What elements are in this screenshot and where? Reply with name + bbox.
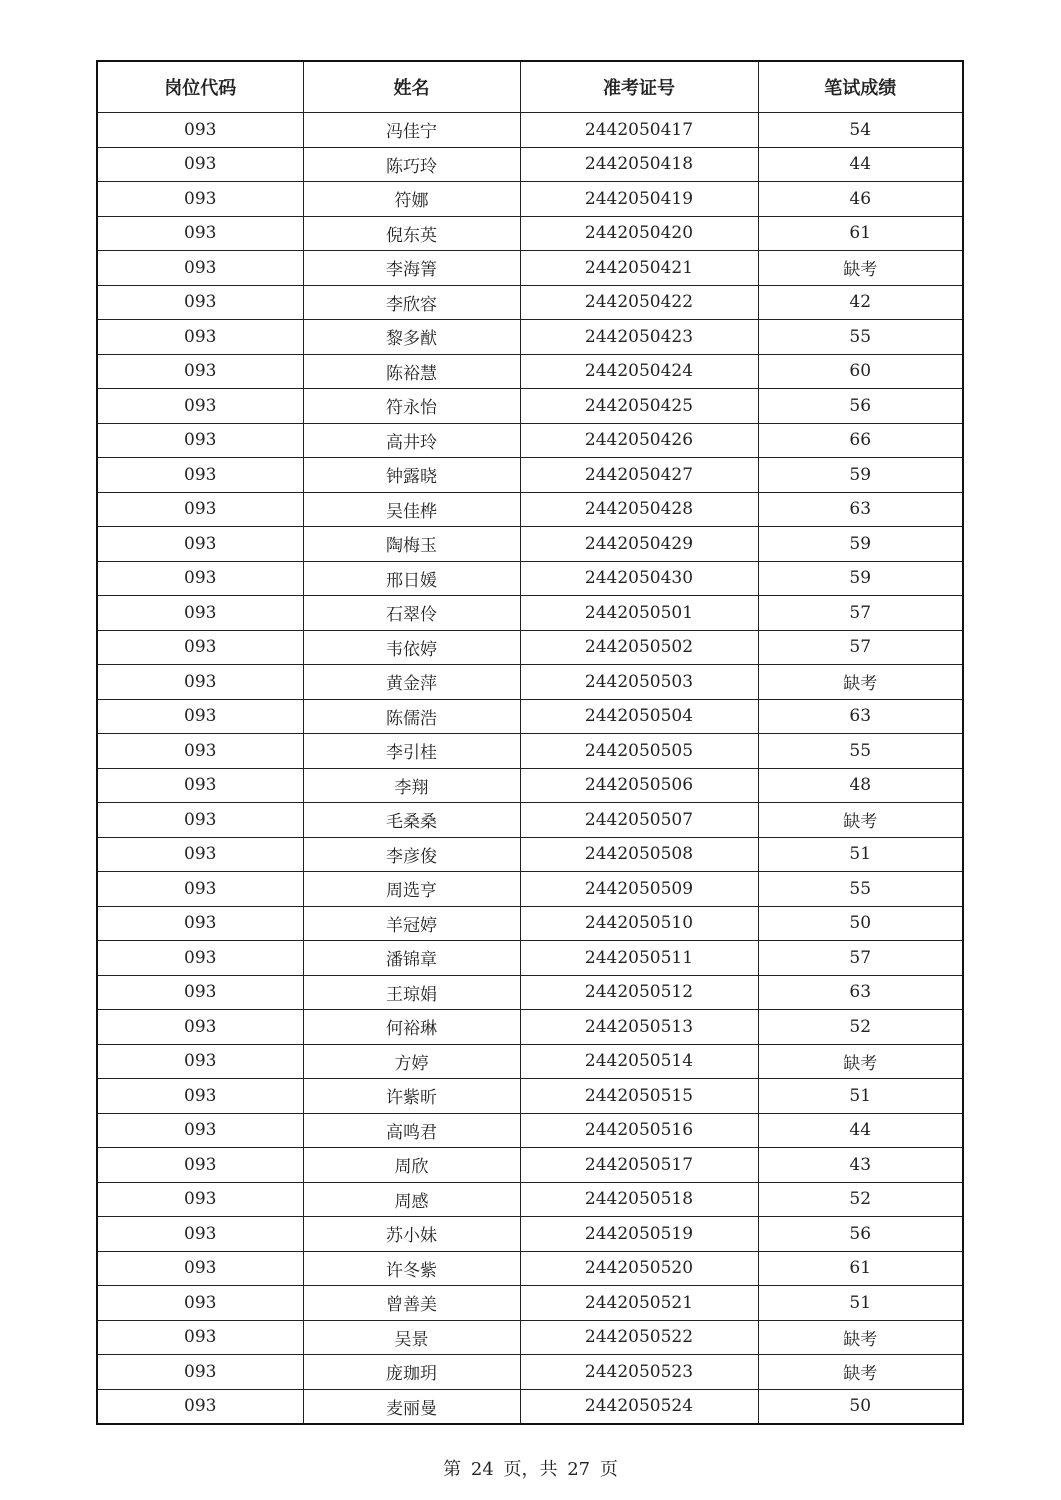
table-row <box>97 803 963 838</box>
cell-position-code: 093 <box>97 458 303 493</box>
cell-written-score: 56 <box>758 1217 963 1252</box>
table-row <box>97 872 963 907</box>
cell-written-score: 63 <box>758 975 963 1010</box>
page-footer: 第 24 页，共 27 页 <box>443 1459 618 1480</box>
cell-name: 许紫昕 <box>303 1079 520 1114</box>
cell-ticket-number: 2442050515 <box>520 1079 758 1114</box>
cell-name: 韦依婷 <box>303 630 520 665</box>
cell-ticket-number: 2442050520 <box>520 1251 758 1286</box>
cell-written-score: 52 <box>758 1010 963 1045</box>
cell-position-code: 093 <box>97 768 303 803</box>
cell-position-code: 093 <box>97 1217 303 1252</box>
cell-written-score: 63 <box>758 492 963 527</box>
cell-position-code: 093 <box>97 734 303 769</box>
table-row <box>97 458 963 493</box>
table-row <box>97 1113 963 1148</box>
table-row <box>97 1320 963 1355</box>
table-header-row <box>97 61 963 113</box>
cell-written-score: 55 <box>758 734 963 769</box>
cell-name: 方婷 <box>303 1044 520 1079</box>
table-row <box>97 1148 963 1183</box>
cell-written-score: 缺考 <box>758 251 963 286</box>
cell-written-score: 51 <box>758 837 963 872</box>
cell-name: 潘锦章 <box>303 941 520 976</box>
cell-ticket-number: 2442050512 <box>520 975 758 1010</box>
cell-written-score: 缺考 <box>758 665 963 700</box>
cell-written-score: 59 <box>758 458 963 493</box>
cell-name: 李海箐 <box>303 251 520 286</box>
cell-ticket-number: 2442050519 <box>520 1217 758 1252</box>
cell-ticket-number: 2442050517 <box>520 1148 758 1183</box>
cell-position-code: 093 <box>97 1010 303 1045</box>
cell-position-code: 093 <box>97 837 303 872</box>
table-row <box>97 354 963 389</box>
cell-position-code: 093 <box>97 1182 303 1217</box>
cell-name: 陈巧玲 <box>303 147 520 182</box>
cell-name: 陈裕慧 <box>303 354 520 389</box>
table-row <box>97 492 963 527</box>
cell-name: 高鸣君 <box>303 1113 520 1148</box>
table-row <box>97 1044 963 1079</box>
cell-position-code: 093 <box>97 665 303 700</box>
cell-position-code: 093 <box>97 1355 303 1390</box>
cell-name: 李翔 <box>303 768 520 803</box>
table-row <box>97 1079 963 1114</box>
score-table <box>96 60 964 1425</box>
cell-written-score: 54 <box>758 113 963 148</box>
cell-written-score: 44 <box>758 147 963 182</box>
cell-ticket-number: 2442050430 <box>520 561 758 596</box>
cell-ticket-number: 2442050508 <box>520 837 758 872</box>
cell-name: 苏小妹 <box>303 1217 520 1252</box>
cell-position-code: 093 <box>97 1251 303 1286</box>
table-row <box>97 975 963 1010</box>
cell-written-score: 61 <box>758 1251 963 1286</box>
cell-written-score: 缺考 <box>758 1044 963 1079</box>
cell-position-code: 093 <box>97 1389 303 1424</box>
cell-name: 李彦俊 <box>303 837 520 872</box>
cell-position-code: 093 <box>97 941 303 976</box>
cell-name: 吴佳桦 <box>303 492 520 527</box>
cell-ticket-number: 2442050511 <box>520 941 758 976</box>
cell-name: 王琼娟 <box>303 975 520 1010</box>
cell-ticket-number: 2442050420 <box>520 216 758 251</box>
cell-name: 石翠伶 <box>303 596 520 631</box>
cell-written-score: 缺考 <box>758 1355 963 1390</box>
cell-ticket-number: 2442050518 <box>520 1182 758 1217</box>
cell-ticket-number: 2442050514 <box>520 1044 758 1079</box>
cell-position-code: 093 <box>97 492 303 527</box>
cell-name: 李欣容 <box>303 285 520 320</box>
cell-ticket-number: 2442050418 <box>520 147 758 182</box>
cell-name: 符永怡 <box>303 389 520 424</box>
cell-position-code: 093 <box>97 285 303 320</box>
cell-position-code: 093 <box>97 182 303 217</box>
table-row <box>97 216 963 251</box>
cell-ticket-number: 2442050421 <box>520 251 758 286</box>
cell-ticket-number: 2442050522 <box>520 1320 758 1355</box>
cell-position-code: 093 <box>97 699 303 734</box>
cell-written-score: 57 <box>758 630 963 665</box>
table-row <box>97 630 963 665</box>
cell-name: 黄金萍 <box>303 665 520 700</box>
cell-written-score: 57 <box>758 941 963 976</box>
cell-position-code: 093 <box>97 113 303 148</box>
table-row <box>97 1182 963 1217</box>
cell-name: 周欣 <box>303 1148 520 1183</box>
table-row <box>97 906 963 941</box>
cell-written-score: 56 <box>758 389 963 424</box>
cell-ticket-number: 2442050502 <box>520 630 758 665</box>
cell-ticket-number: 2442050524 <box>520 1389 758 1424</box>
cell-name: 陶梅玉 <box>303 527 520 562</box>
cell-ticket-number: 2442050419 <box>520 182 758 217</box>
cell-ticket-number: 2442050423 <box>520 320 758 355</box>
cell-ticket-number: 2442050513 <box>520 1010 758 1045</box>
cell-ticket-number: 2442050503 <box>520 665 758 700</box>
cell-position-code: 093 <box>97 251 303 286</box>
cell-position-code: 093 <box>97 872 303 907</box>
cell-ticket-number: 2442050516 <box>520 1113 758 1148</box>
cell-ticket-number: 2442050427 <box>520 458 758 493</box>
header-position-code: 岗位代码 <box>97 61 303 113</box>
table-row <box>97 837 963 872</box>
cell-written-score: 59 <box>758 561 963 596</box>
table-row <box>97 320 963 355</box>
cell-position-code: 093 <box>97 354 303 389</box>
table-row <box>97 941 963 976</box>
cell-position-code: 093 <box>97 975 303 1010</box>
cell-written-score: 63 <box>758 699 963 734</box>
cell-name: 曾善美 <box>303 1286 520 1321</box>
cell-name: 黎多猷 <box>303 320 520 355</box>
cell-written-score: 50 <box>758 906 963 941</box>
cell-written-score: 55 <box>758 320 963 355</box>
table-row <box>97 1355 963 1390</box>
cell-written-score: 50 <box>758 1389 963 1424</box>
table-row <box>97 665 963 700</box>
cell-ticket-number: 2442050523 <box>520 1355 758 1390</box>
cell-ticket-number: 2442050428 <box>520 492 758 527</box>
cell-position-code: 093 <box>97 1320 303 1355</box>
cell-name: 钟露晓 <box>303 458 520 493</box>
table-row <box>97 1251 963 1286</box>
table-row <box>97 1217 963 1252</box>
cell-position-code: 093 <box>97 423 303 458</box>
cell-ticket-number: 2442050504 <box>520 699 758 734</box>
cell-name: 庞珈玥 <box>303 1355 520 1390</box>
cell-written-score: 59 <box>758 527 963 562</box>
cell-name: 许冬紫 <box>303 1251 520 1286</box>
cell-name: 何裕琳 <box>303 1010 520 1045</box>
cell-written-score: 42 <box>758 285 963 320</box>
table-row <box>97 389 963 424</box>
table-row <box>97 699 963 734</box>
cell-ticket-number: 2442050429 <box>520 527 758 562</box>
cell-name: 高井玲 <box>303 423 520 458</box>
table-row <box>97 596 963 631</box>
cell-written-score: 57 <box>758 596 963 631</box>
cell-written-score: 缺考 <box>758 803 963 838</box>
cell-position-code: 093 <box>97 1044 303 1079</box>
cell-name: 陈儒浩 <box>303 699 520 734</box>
cell-written-score: 46 <box>758 182 963 217</box>
header-name: 姓名 <box>303 61 520 113</box>
cell-written-score: 缺考 <box>758 1320 963 1355</box>
cell-name: 符娜 <box>303 182 520 217</box>
cell-ticket-number: 2442050506 <box>520 768 758 803</box>
cell-position-code: 093 <box>97 630 303 665</box>
cell-position-code: 093 <box>97 561 303 596</box>
cell-name: 邢日媛 <box>303 561 520 596</box>
table-row <box>97 423 963 458</box>
cell-name: 羊冠婷 <box>303 906 520 941</box>
cell-ticket-number: 2442050507 <box>520 803 758 838</box>
cell-ticket-number: 2442050501 <box>520 596 758 631</box>
cell-written-score: 61 <box>758 216 963 251</box>
cell-name: 周感 <box>303 1182 520 1217</box>
cell-position-code: 093 <box>97 147 303 182</box>
cell-ticket-number: 2442050505 <box>520 734 758 769</box>
cell-written-score: 52 <box>758 1182 963 1217</box>
cell-position-code: 093 <box>97 1286 303 1321</box>
cell-ticket-number: 2442050521 <box>520 1286 758 1321</box>
cell-written-score: 55 <box>758 872 963 907</box>
cell-written-score: 66 <box>758 423 963 458</box>
table-row <box>97 1010 963 1045</box>
cell-position-code: 093 <box>97 803 303 838</box>
cell-position-code: 093 <box>97 320 303 355</box>
cell-name: 倪东英 <box>303 216 520 251</box>
cell-position-code: 093 <box>97 1148 303 1183</box>
cell-position-code: 093 <box>97 596 303 631</box>
table-row <box>97 734 963 769</box>
header-written-score: 笔试成绩 <box>758 61 963 113</box>
table-row <box>97 561 963 596</box>
table-row <box>97 251 963 286</box>
cell-position-code: 093 <box>97 906 303 941</box>
cell-name: 李引桂 <box>303 734 520 769</box>
table-row <box>97 1286 963 1321</box>
cell-ticket-number: 2442050509 <box>520 872 758 907</box>
table-row <box>97 113 963 148</box>
cell-name: 吴景 <box>303 1320 520 1355</box>
cell-written-score: 44 <box>758 1113 963 1148</box>
cell-written-score: 43 <box>758 1148 963 1183</box>
cell-name: 周选亨 <box>303 872 520 907</box>
cell-name: 冯佳宁 <box>303 113 520 148</box>
table-row <box>97 527 963 562</box>
cell-written-score: 51 <box>758 1079 963 1114</box>
table-row <box>97 285 963 320</box>
cell-ticket-number: 2442050424 <box>520 354 758 389</box>
cell-ticket-number: 2442050426 <box>520 423 758 458</box>
cell-position-code: 093 <box>97 527 303 562</box>
cell-ticket-number: 2442050417 <box>520 113 758 148</box>
cell-position-code: 093 <box>97 1079 303 1114</box>
cell-position-code: 093 <box>97 389 303 424</box>
cell-ticket-number: 2442050425 <box>520 389 758 424</box>
table-row <box>97 147 963 182</box>
cell-written-score: 48 <box>758 768 963 803</box>
cell-name: 麦丽曼 <box>303 1389 520 1424</box>
header-ticket-number: 准考证号 <box>520 61 758 113</box>
cell-written-score: 51 <box>758 1286 963 1321</box>
cell-position-code: 093 <box>97 216 303 251</box>
cell-ticket-number: 2442050422 <box>520 285 758 320</box>
cell-written-score: 60 <box>758 354 963 389</box>
table-row <box>97 182 963 217</box>
cell-name: 毛桑桑 <box>303 803 520 838</box>
cell-position-code: 093 <box>97 1113 303 1148</box>
table-row <box>97 1389 963 1424</box>
table-row <box>97 768 963 803</box>
cell-ticket-number: 2442050510 <box>520 906 758 941</box>
